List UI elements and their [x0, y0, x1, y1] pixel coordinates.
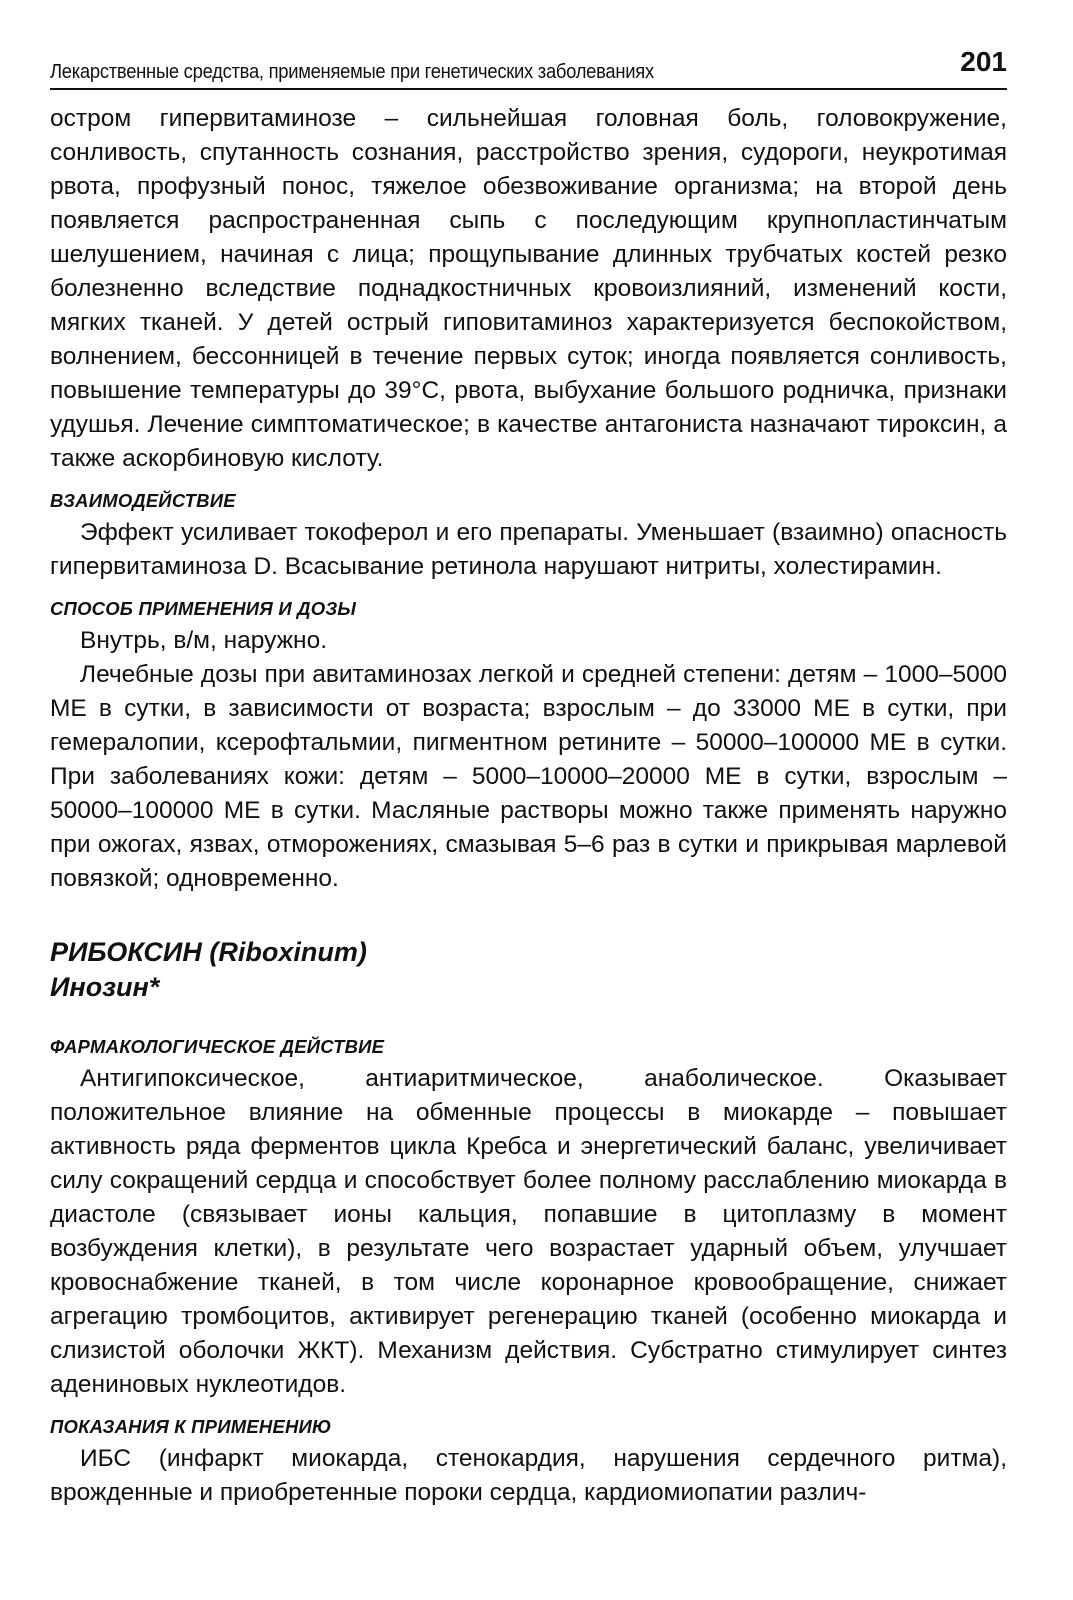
drug-title: РИБОКСИН (Riboxinum) [50, 937, 367, 967]
section-heading-dosage: СПОСОБ ПРИМЕНЕНИЯ И ДОЗЫ [50, 598, 357, 619]
page-number: 201 [960, 46, 1007, 77]
running-head [50, 38, 1007, 90]
paragraph-interaction: Эффект усиливает токоферол и его препараты. Уменьшает (взаимно) опасность гипервитаминоза D. Всасывание ретинола нарушают нитриты, холестирамин. [50, 519, 1007, 580]
section-heading-indications: ПОКАЗАНИЯ К ПРИМЕНЕНИЮ [50, 1416, 332, 1437]
paragraph-dosage-route: Внутрь, в/м, наружно. [80, 627, 328, 654]
drug-subtitle: Инозин* [50, 972, 160, 1002]
paragraph-dosage-details: Лечебные дозы при авитаминозах легкой и средней степени: детям – 1000–5000 МЕ в сутки, в зависимости от возраста; взрослым – до 33000 МЕ в сутки, при гемералопии, ксерофтальмии, пигментном ретините – 50000–100000 МЕ в сутки. При заболеваниях кожи: детям – 5000–10000–20000 МЕ в сутки, взрослым – 50000–100000 МЕ в сутки. Масляные растворы можно также применять наружно при ожогах, язвах, отморожениях, смазывая 5–6 раз в сутки и прикрывая марлевой повязкой; одновременно. [50, 661, 1007, 892]
running-title: Лекарственные средства, применяемые при генетических заболеваниях [50, 61, 654, 83]
paragraph-indications: ИБС (инфаркт миокарда, стенокардия, нарушения сердечного ритма), врожденные и приобретенные пороки сердца, кардиомиопатии различ- [50, 1445, 1007, 1506]
section-heading-pharmacology: ФАРМАКОЛОГИЧЕСКОЕ ДЕЙСТВИЕ [50, 1036, 385, 1057]
section-heading-interaction: ВЗАИМОДЕЙСТВИЕ [50, 490, 236, 511]
paragraph-overdose: остром гипервитаминозе – сильнейшая головная боль, головокружение, сонливость, спутанность сознания, расстройство зрения, судороги, неукротимая рвота, профузный понос, тяжелое обезвоживание организма; на второй день появляется распространенная сыпь с последующим крупнопластинчатым шелушением, начиная с лица; прощупывание длинных трубчатых костей резко болезненно вследствие поднадкостничных кровоизлияний, изменений кости, мягких тканей. У детей острый гиповитаминоз характеризуется беспокойством, волнением, бессонницей в течение первых суток; иногда появляется сонливость, повышение температуры до 39°С, рвота, выбухание большого родничка, признаки удушья. Лечение симптоматическое; в качестве антагониста назначают тироксин, а также аскорбиновую кислоту. [50, 105, 1007, 472]
paragraph-pharmacology: Антигипоксическое, антиаритмическое, анаболическое. Оказывает положительное влияние на обменные процессы в миокарде – повышает активность ряда ферментов цикла Кребса и энергетический баланс, увеличивает силу сокращений сердца и способствует более полному расслаблению миокарда в диастоле (связывает ионы кальция, попавшие в цитоплазму в момент возбуждения клетки), в результате чего возрастает ударный объем, улучшает кровоснабжение тканей, в том числе коронарное кровообращение, снижает агрегацию тромбоцитов, активирует регенерацию тканей (особенно миокарда и слизистой оболочки ЖКТ). Механизм действия. Субстратно стимулирует синтез адениновых нуклеотидов. [50, 1065, 1007, 1398]
page-body [50, 102, 1007, 1510]
